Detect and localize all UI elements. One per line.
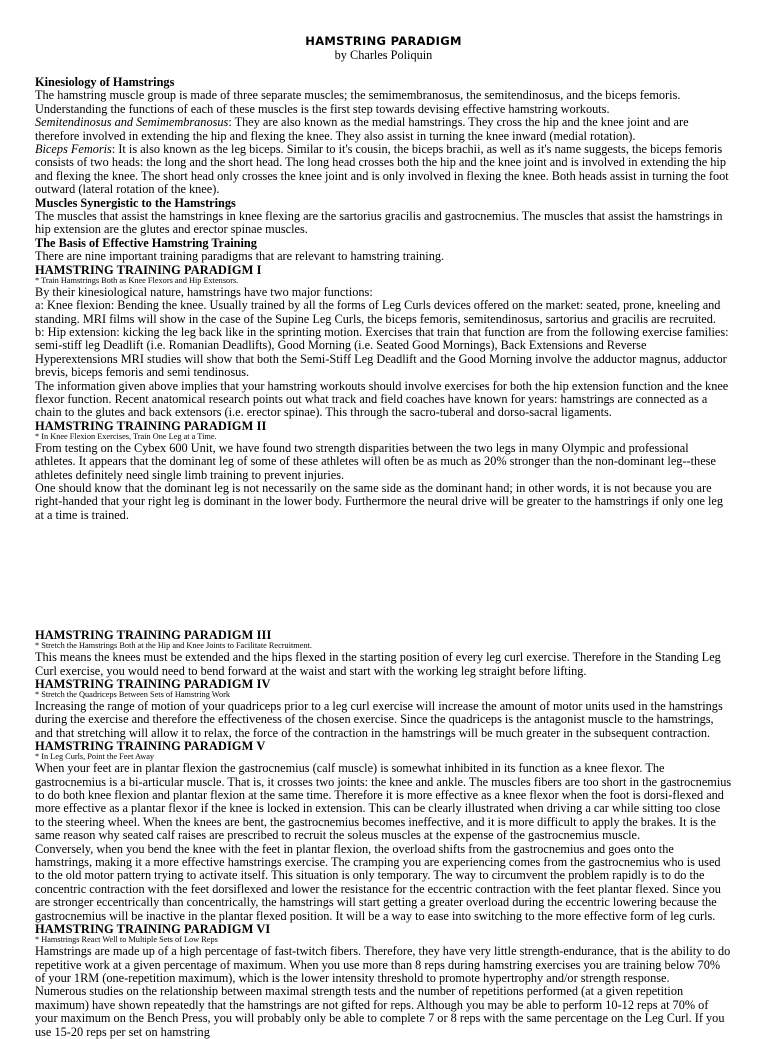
semi-term: Semitendinosus and Semimembranosus (35, 115, 229, 130)
author-byline: by Charles Poliquin (334, 48, 433, 62)
paradigm-3-paragraph: This means the knees must be extended and the hips flexed in the starting position of every leg curl exercise. Therefore in the Standing Leg Curl exercise, you would need to bend forward at the waist and start with the working leg straight before lifting. (35, 650, 721, 678)
semi-text: : They are also known as the medial hamstrings. They cross the hip and the knee joint and are therefore involved in extending the hip and flexing the knee. They also assist in turning the knee inward (medial rotation). (35, 115, 689, 143)
section-heading-basis: The Basis of Effective Hamstring Training (35, 235, 257, 250)
paradigm-6-paragraph: Numerous studies on the relationship between maximal strength tests and the number of repetitions performed (at a given repetition maximum) have shown repeatedly that the hamstrings are not gifted for reps. Although you may be able to perform 10-12 reps at 70% of your maximum on the Bench Press, you will probably only be able to complete 7 or 8 reps with the same percentage on the Leg Curl. If you use 15-20 reps per set on hamstring (35, 984, 725, 1039)
section-heading-kinesiology: Kinesiology of Hamstrings (35, 75, 175, 89)
paradigm-2-note: * In Knee Flexion Exercises, Train One Leg at a Time. (35, 431, 217, 441)
paradigm-2-paragraph: From testing on the Cybex 600 Unit, we have found two strength disparities between the two legs in many Olympic and professional athletes. It appears that the dominant leg of some of these athletes will often be as much as 20% stronger than the non-dominant leg--these athletes definitely need single limb training to prevent injuries. (35, 440, 716, 482)
basis-text: There are nine important training paradigms that are relevant to hamstring training. (35, 249, 445, 264)
paradigm-3-note: * Stretch the Hamstrings Both at the Hip and Knee Joints to Facilitate Recruitment. (35, 641, 312, 651)
paradigm-1-note: * Train Hamstrings Both as Knee Flexors and Hip Extensors. (35, 275, 239, 285)
paradigm-5-paragraph: When your feet are in plantar flexion the gastrocnemius (calf muscle) is somewhat inhibited in its function as a knee flexor. The gastrocnemius is a bi-articular muscle. That is, it crosses two joints: the knee and ankle. The muscles fibers are too short in the gastrocnemius to do both knee flexion and plantar flexion at the same time. Therefore it is more effective as a knee flexor when the foot is dorsi-flexed and more effective as a plantar flexor if the knee is locked in extension. This can be clearly illustrated when driving a car while sitting too close to the steering wheel. When the knees are bent, the gastrocnemius becomes ineffective, and it is more difficult to apply the brakes. It is the same reason why seated calf raises are prescribed to recruit the soleus muscles at the expense of the gastrocnemius muscle. (35, 761, 732, 843)
document-title: HAMSTRING PARADIGM (305, 34, 462, 48)
paradigm-2-paragraph: One should know that the dominant leg is not necessarily on the same side as the dominant hand; in other words, it is not because you are right-handed that your right leg is dominant in the lower body. Furthermore the neural drive will be greater to the hamstrings if only one leg at a time is trained. (35, 480, 723, 522)
paradigm-2-heading: HAMSTRING TRAINING PARADIGM II (35, 418, 267, 433)
paradigm-4-paragraph: Increasing the range of motion of your quadriceps prior to a leg curl exercise will increase the amount of motor units used in the hamstrings during the exercise and therefore the effectiveness of the chosen exercise. Since the quadriceps is the antagonist muscle to the hamstrings, and that stretching will allow it to relax, the force of the contraction in the hamstrings will be much greater in the subsequent contraction. (35, 699, 723, 740)
page-break-gap (35, 522, 732, 629)
paradigm-1-paragraph: a: Knee flexion: Bending the knee. Usually trained by all the forms of Leg Curls devices offered on the market: seated, prone, kneeling and standing. MRI films will show in the case of the Supine Leg Curls, the biceps femoris, semitendinosus, sartorius and gracilis are recruited. (35, 298, 721, 326)
paradigm-6-paragraph: Hamstrings are made up of a high percentage of fast-twitch fibers. Therefore, they have very little strength-endurance, that is the ability to do repetitive work at a given percentage of maximum. When you use more than 8 reps during hamstring exercises you are training below 70% of your 1RM (one-repetition maximum), which is the lower intensity threshold to promote hypertrophy and/or strength response. (35, 944, 731, 985)
synergistic-text: The muscles that assist the hamstrings in knee flexing are the sartorius gracilis and gastrocnemius. The muscles that assist the hamstrings in hip extension are the glutes and erector spinae muscles. (35, 209, 723, 237)
biceps-text: : It is also known as the leg biceps. Similar to it's cousin, the biceps brachii, as well as it's name suggests, the biceps femoris consists of two heads: the long and the short head. The long head crosses both the hip and the knee joint and is involved in extending the hip and flexing the knee. The short head only crosses the knee joint and is only involved in flexing the knee. Both heads assist in turning the foot outward (lateral rotation of the knee). (35, 142, 729, 197)
paradigm-5-heading: HAMSTRING TRAINING PARADIGM V (35, 739, 266, 754)
paradigm-1-paragraph: The information given above implies that your hamstring workouts should involve exercises for both the hip extension function and the knee flexor function. Recent anatomical research points out what track and field coaches have known for years: hamstrings are connected as a chain to the glutes and back extensors (i.e. erector spinae). This through the sacro-tuberal and dorso-sacral ligaments. (35, 378, 729, 420)
paradigm-1-heading: HAMSTRING TRAINING PARADIGM I (35, 262, 262, 277)
paradigm-1-paragraph: By their kinesiological nature, hamstrings have two major functions: (35, 284, 373, 299)
biceps-term: Biceps Femoris (35, 142, 112, 157)
paradigm-6-heading: HAMSTRING TRAINING PARADIGM VI (35, 922, 271, 937)
section-heading-synergistic: Muscles Synergistic to the Hamstrings (35, 195, 236, 210)
paradigm-5-note: * In Leg Curls, Point the Feet Away (35, 752, 155, 762)
paradigm-4-note: * Stretch the Quadriceps Between Sets of Hamstring Work (35, 690, 231, 699)
document-body (35, 34, 732, 1039)
biceps-paragraph (35, 143, 732, 197)
paradigm-4-heading: HAMSTRING TRAINING PARADIGM IV (35, 677, 271, 691)
semi-paragraph (35, 116, 732, 143)
paradigm-3-heading: HAMSTRING TRAINING PARADIGM III (35, 628, 272, 643)
paradigm-5-paragraph: Conversely, when you bend the knee with the feet in plantar flexion, the overload shifts from the gastrocnemius and goes onto the hamstrings, making it a more effective hamstrings exercise. The cramping you are experiencing comes from the gastrocnemius who is used to the old motor pattern trying to activate itself. This situation is only temporary. The way to circumvent the problem rapidly is to do the concentric contraction with the feet dorsiflexed and lower the resistance for the eccentric contraction with the feet plantar flexed. Since you are stronger eccentrically than concentrically, the hamstrings will start getting a greater overload during the eccentric lowering because the gastrocnemius will be inactive in the plantar flexed position. It will be a way to ease into switching to the more effective form of leg curls. (35, 841, 721, 923)
kinesiology-intro: The hamstring muscle group is made of three separate muscles; the semimembranosus, the semitendinosus, and the biceps femoris. Understanding the functions of each of these muscles is the first step towards devising effective hamstring workouts. (35, 88, 681, 116)
paradigm-6-note: * Hamstrings React Well to Multiple Sets of Low Reps (35, 935, 218, 945)
paradigm-1-paragraph: b: Hip extension: kicking the leg back like in the sprinting motion. Exercises that train that function are from the following exercise families: semi-stiff leg Deadlift (i.e. Romanian Deadlifts), Good Morning (i.e. Seated Good Mornings), Back Extensions and Reverse Hyperextensions MRI studies will show that both the Semi-Stiff Leg Deadlift and the Good Morning involve the adductor magnus, adductor brevis, biceps femoris and semi tendinosus. (35, 324, 729, 380)
